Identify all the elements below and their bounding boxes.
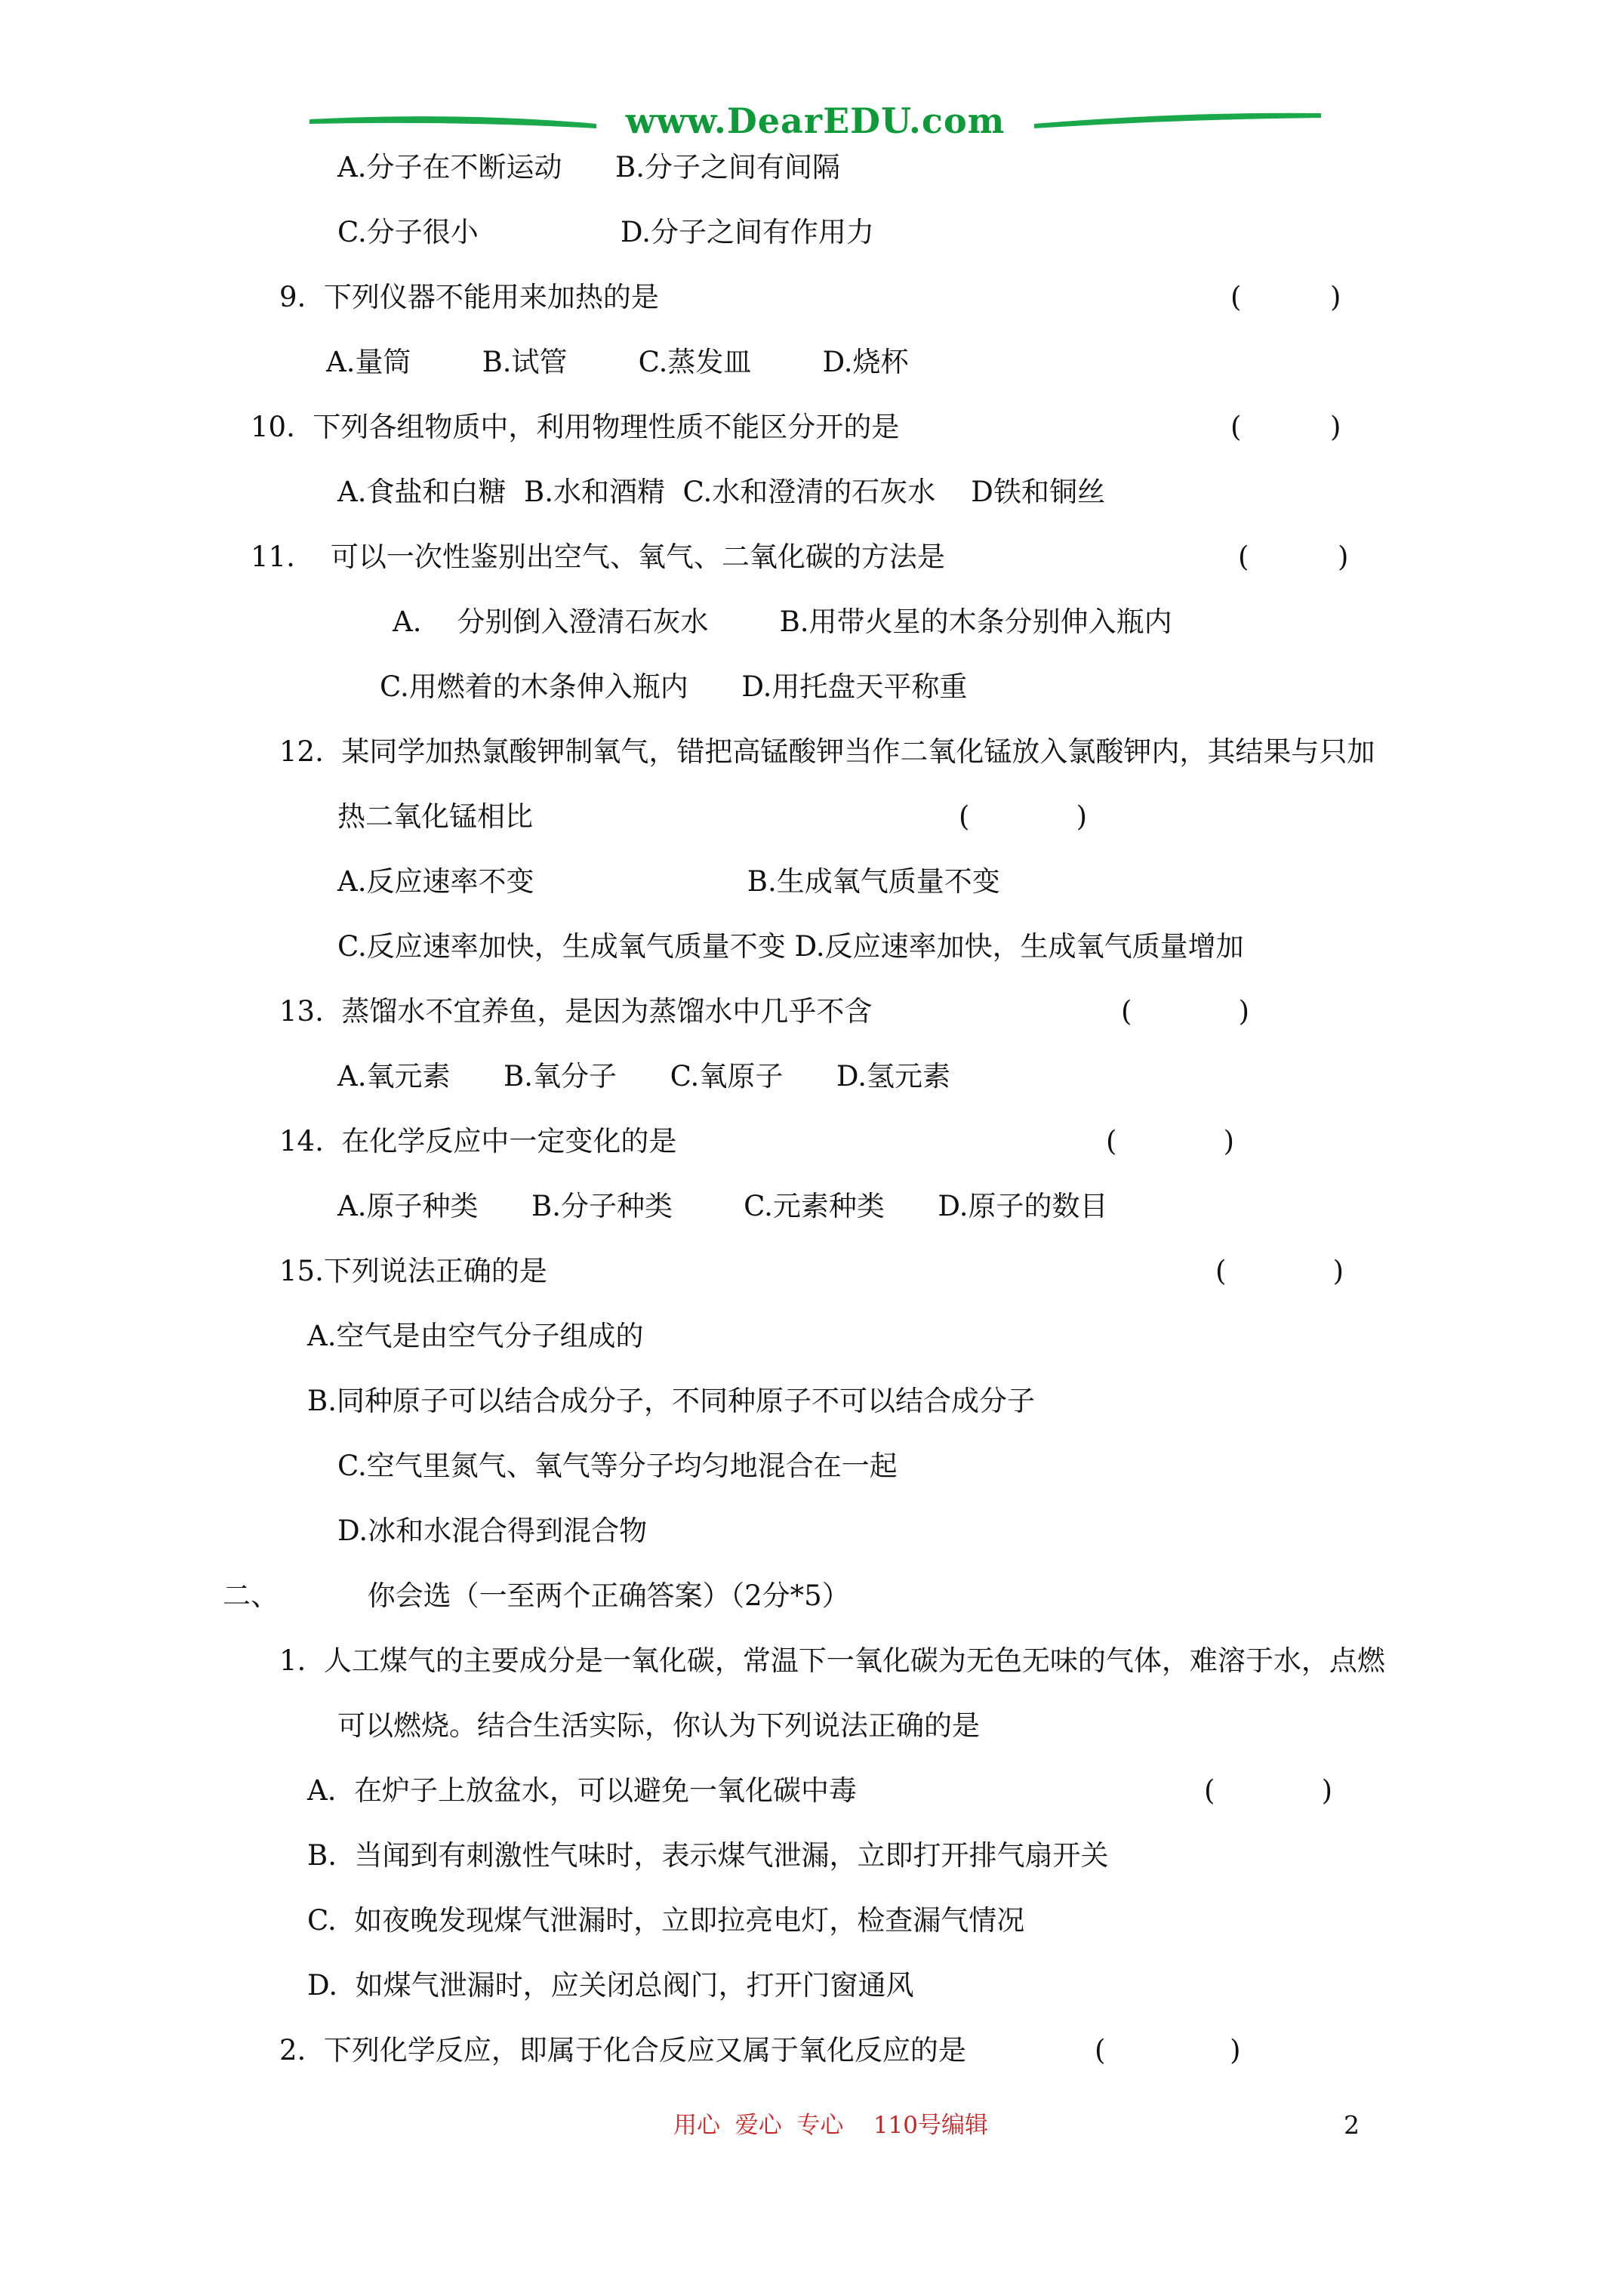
text-line: A.反应速率不变 B.生成氧气质量不变 bbox=[337, 865, 1000, 898]
answer-blank: ( ) bbox=[1238, 541, 1349, 573]
text-line: 14. 在化学反应中一定变化的是 bbox=[279, 1125, 677, 1157]
page-number: 2 bbox=[1344, 2110, 1360, 2140]
text-line: A. 在炉子上放盆水，可以避免一氧化碳中毒 bbox=[307, 1774, 858, 1807]
text-line: C. 如夜晚发现煤气泄漏时，立即拉亮电灯，检查漏气情况 bbox=[307, 1904, 1025, 1937]
text-line: A.量筒 B.试管 C.蒸发皿 D.烧杯 bbox=[326, 346, 909, 378]
text-line: C.反应速率加快，生成氧气质量不变 D.反应速率加快，生成氧气质量增加 bbox=[337, 930, 1244, 963]
text-line: 热二氧化锰相比 bbox=[337, 800, 533, 833]
text-line: C.用燃着的木条伸入瓶内 D.用托盘天平称重 bbox=[380, 670, 968, 703]
answer-blank: ( ) bbox=[1230, 411, 1341, 443]
text-line: A.原子种类 B.分子种类 C.元素种类 D.原子的数目 bbox=[337, 1190, 1108, 1222]
answer-blank: ( ) bbox=[1106, 1125, 1235, 1157]
text-line: A. 分别倒入澄清石灰水 B.用带火星的木条分别伸入瓶内 bbox=[393, 606, 1172, 638]
text-line: B. 当闻到有刺激性气味时，表示煤气泄漏，立即打开排气扇开关 bbox=[307, 1839, 1109, 1872]
text-line: 可以燃烧。结合生活实际，你认为下列说法正确的是 bbox=[337, 1709, 980, 1742]
text-line: A.食盐和白糖 B.水和酒精 C.水和澄清的石灰水 D铁和铜丝 bbox=[337, 476, 1105, 508]
text-line: A.氧元素 B.氧分子 C.氧原子 D.氢元素 bbox=[337, 1060, 950, 1093]
text-line: D. 如煤气泄漏时，应关闭总阀门，打开门窗通风 bbox=[307, 1969, 914, 2002]
answer-blank: ( ) bbox=[1230, 281, 1341, 313]
answer-blank: ( ) bbox=[1215, 1255, 1344, 1287]
text-line: A.空气是由空气分子组成的 bbox=[307, 1320, 644, 1352]
answer-blank: ( ) bbox=[1121, 995, 1250, 1028]
text-line: 9. 下列仪器不能用来加热的是 bbox=[279, 281, 659, 313]
text-line: B.同种原子可以结合成分子，不同种原子不可以结合成分子 bbox=[307, 1385, 1035, 1417]
answer-blank: ( ) bbox=[959, 800, 1088, 833]
text-line: 二、 你会选（一至两个正确答案）（2分*5） bbox=[223, 1579, 850, 1612]
text-line: C.分子很小 D.分子之间有作用力 bbox=[337, 216, 875, 248]
site-logo-text[interactable]: www.DearEDU.com bbox=[625, 100, 1006, 141]
text-line: 2. 下列化学反应，即属于化合反应又属于氧化反应的是 bbox=[279, 2034, 966, 2066]
text-line: 11. 可以一次性鉴别出空气、氧气、二氧化碳的方法是 bbox=[251, 541, 945, 573]
text-line: C.空气里氮气、氧气等分子均匀地混合在一起 bbox=[337, 1450, 898, 1482]
page-header bbox=[310, 98, 1321, 143]
footer-text: 用心 爱心 专心 110号编辑 bbox=[673, 2112, 989, 2139]
text-line: D.冰和水混合得到混合物 bbox=[337, 1515, 648, 1547]
text-line: 1. 人工煤气的主要成分是一氧化碳，常温下一氧化碳为无色无味的气体，难溶于水，点燃 bbox=[279, 1644, 1385, 1677]
text-line: 13. 蒸馏水不宜养鱼，是因为蒸馏水中几乎不含 bbox=[279, 995, 873, 1028]
answer-blank: ( ) bbox=[1204, 1774, 1333, 1807]
text-line: 15.下列说法正确的是 bbox=[279, 1255, 547, 1287]
answer-blank: ( ) bbox=[1095, 2034, 1241, 2066]
text-line: A.分子在不断运动 B.分子之间有间隔 bbox=[337, 151, 840, 183]
text-line: 10. 下列各组物质中，利用物理性质不能区分开的是 bbox=[251, 411, 900, 443]
text-line: 12. 某同学加热氯酸钾制氧气，错把高锰酸钾当作二氧化锰放入氯酸钾内，其结果与只加 bbox=[279, 735, 1375, 768]
